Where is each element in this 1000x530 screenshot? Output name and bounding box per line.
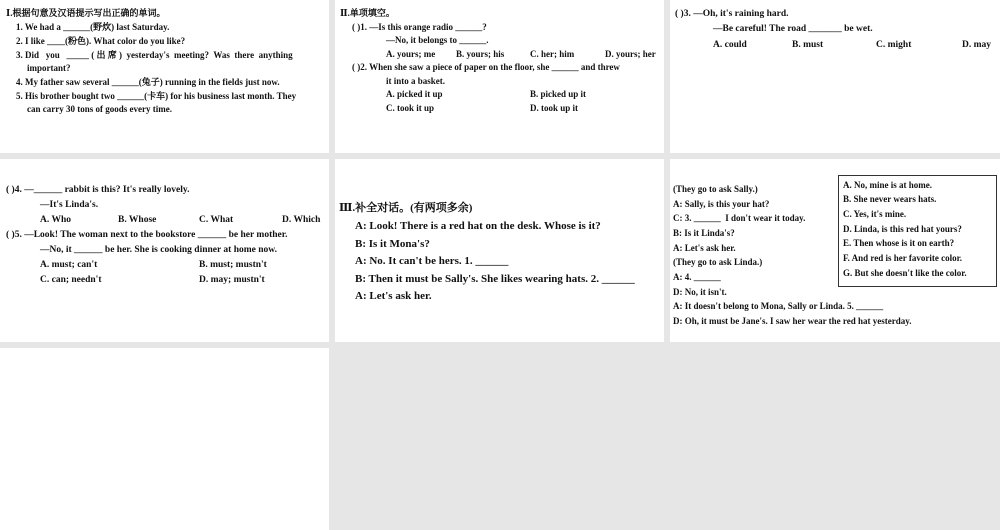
- dialogue-line: (They go to ask Sally.): [673, 184, 758, 194]
- question-1-option: C. her; him: [530, 49, 575, 59]
- panel-question-3: [670, 0, 1000, 153]
- option-item: C. Yes, it's mine.: [843, 209, 907, 219]
- question-3-reply: —Be careful! The road _______ be wet.: [713, 24, 873, 34]
- dialogue-line: A: No. It can't be hers. 1. ______: [355, 255, 509, 267]
- question-4-option: A. Who: [40, 215, 71, 225]
- question-5-option: B. must; mustn't: [199, 260, 267, 270]
- question-1-option: B. yours; his: [456, 49, 505, 59]
- section-1-heading: Ⅰ.根据句意及汉语提示写出正确的单词。: [6, 8, 166, 18]
- question-2-option: A. picked it up: [386, 89, 443, 99]
- section-1-item: 2. I like ____(粉色). What color do you like?: [16, 36, 186, 46]
- question-1-stem: ( )1. —Is this orange radio ______?: [352, 22, 487, 32]
- question-4-stem: ( )4. —______ rabbit is this? It's really lovely.: [6, 185, 190, 195]
- question-3-option: C. might: [876, 40, 912, 50]
- dialogue-line: B: Is it Mona's?: [355, 238, 430, 250]
- section-1-item: 3. Did you _____ ( 出 席 ) yesterday's meeting? Was there anything: [16, 50, 293, 60]
- option-item: B. She never wears hats.: [843, 194, 937, 204]
- question-5-option: A. must; can't: [40, 260, 98, 270]
- dialogue-line: A: Let's ask her.: [355, 290, 432, 302]
- dialogue-line: A: It doesn't belong to Mona, Sally or Linda. 5. ______: [673, 301, 884, 311]
- dialogue-line: (They go to ask Linda.): [673, 257, 763, 267]
- question-2-option: C. took it up: [386, 103, 435, 113]
- question-3-option: D. may: [962, 40, 992, 50]
- section-1-item: can carry 30 tons of goods every time.: [27, 104, 172, 114]
- option-item: A. No, mine is at home.: [843, 180, 932, 190]
- option-item: G. But she doesn't like the color.: [843, 268, 967, 278]
- question-4-option: B. Whose: [118, 215, 157, 225]
- dialogue-line: A: Sally, is this your hat?: [673, 199, 770, 209]
- dialogue-line: D: No, it isn't.: [673, 287, 727, 297]
- option-item: D. Linda, is this red hat yours?: [843, 224, 962, 234]
- dialogue-line: A: Let's ask her.: [673, 243, 736, 253]
- section-1-item: important?: [27, 63, 71, 73]
- section-1-item: 1. We had a ______(野炊) last Saturday.: [16, 22, 170, 32]
- section-3-heading: Ⅲ.补全对话。(有两项多余): [339, 202, 473, 214]
- question-2-stem-cont: it into a basket.: [386, 76, 446, 86]
- section-1-item: 4. My father saw several ______(兔子) running in the fields just now.: [16, 77, 280, 87]
- question-1-option: A. yours; me: [386, 49, 436, 59]
- question-2-option: B. picked up it: [530, 89, 587, 99]
- section-1-item: 5. His brother bought two ______(卡车) for his business last month. They: [16, 91, 297, 101]
- question-5-reply: —No, it ______ be her. She is cooking dinner at home now.: [40, 245, 277, 255]
- panel-blank: [0, 348, 329, 530]
- section-2-heading: Ⅱ.单项填空。: [340, 8, 395, 18]
- dialogue-line: A: 4. ______: [673, 272, 721, 282]
- question-4-reply: —It's Linda's.: [40, 200, 99, 210]
- question-5-stem: ( )5. —Look! The woman next to the bookstore ______ be her mother.: [6, 230, 288, 240]
- question-2-stem: ( )2. When she saw a piece of paper on the floor, she ______ and threw: [352, 62, 620, 72]
- question-2-option: D. took up it: [530, 103, 579, 113]
- question-5-option: C. can; needn't: [40, 275, 102, 285]
- question-3-option: B. must: [792, 40, 824, 50]
- question-3-option: A. could: [713, 40, 747, 50]
- option-item: F. And red is her favorite color.: [843, 253, 962, 263]
- question-4-option: D. Which: [282, 215, 321, 225]
- dialogue-line: B: Is it Linda's?: [673, 228, 735, 238]
- question-1-option: D. yours; her: [605, 49, 656, 59]
- question-4-option: C. What: [199, 215, 234, 225]
- dialogue-line: B: Then it must be Sally's. She likes wearing hats. 2. ______: [355, 273, 635, 285]
- question-3-stem: ( )3. —Oh, it's raining hard.: [675, 9, 789, 19]
- question-5-option: D. may; mustn't: [199, 275, 265, 285]
- question-1-reply: —No, it belongs to ______.: [386, 35, 489, 45]
- dialogue-line: A: Look! There is a red hat on the desk. Whose is it?: [355, 220, 601, 232]
- dialogue-line: C: 3. ______ I don't wear it today.: [673, 213, 806, 223]
- dialogue-line: D: Oh, it must be Jane's. I saw her wear the red hat yesterday.: [673, 316, 912, 326]
- option-item: E. Then whose is it on earth?: [843, 238, 955, 248]
